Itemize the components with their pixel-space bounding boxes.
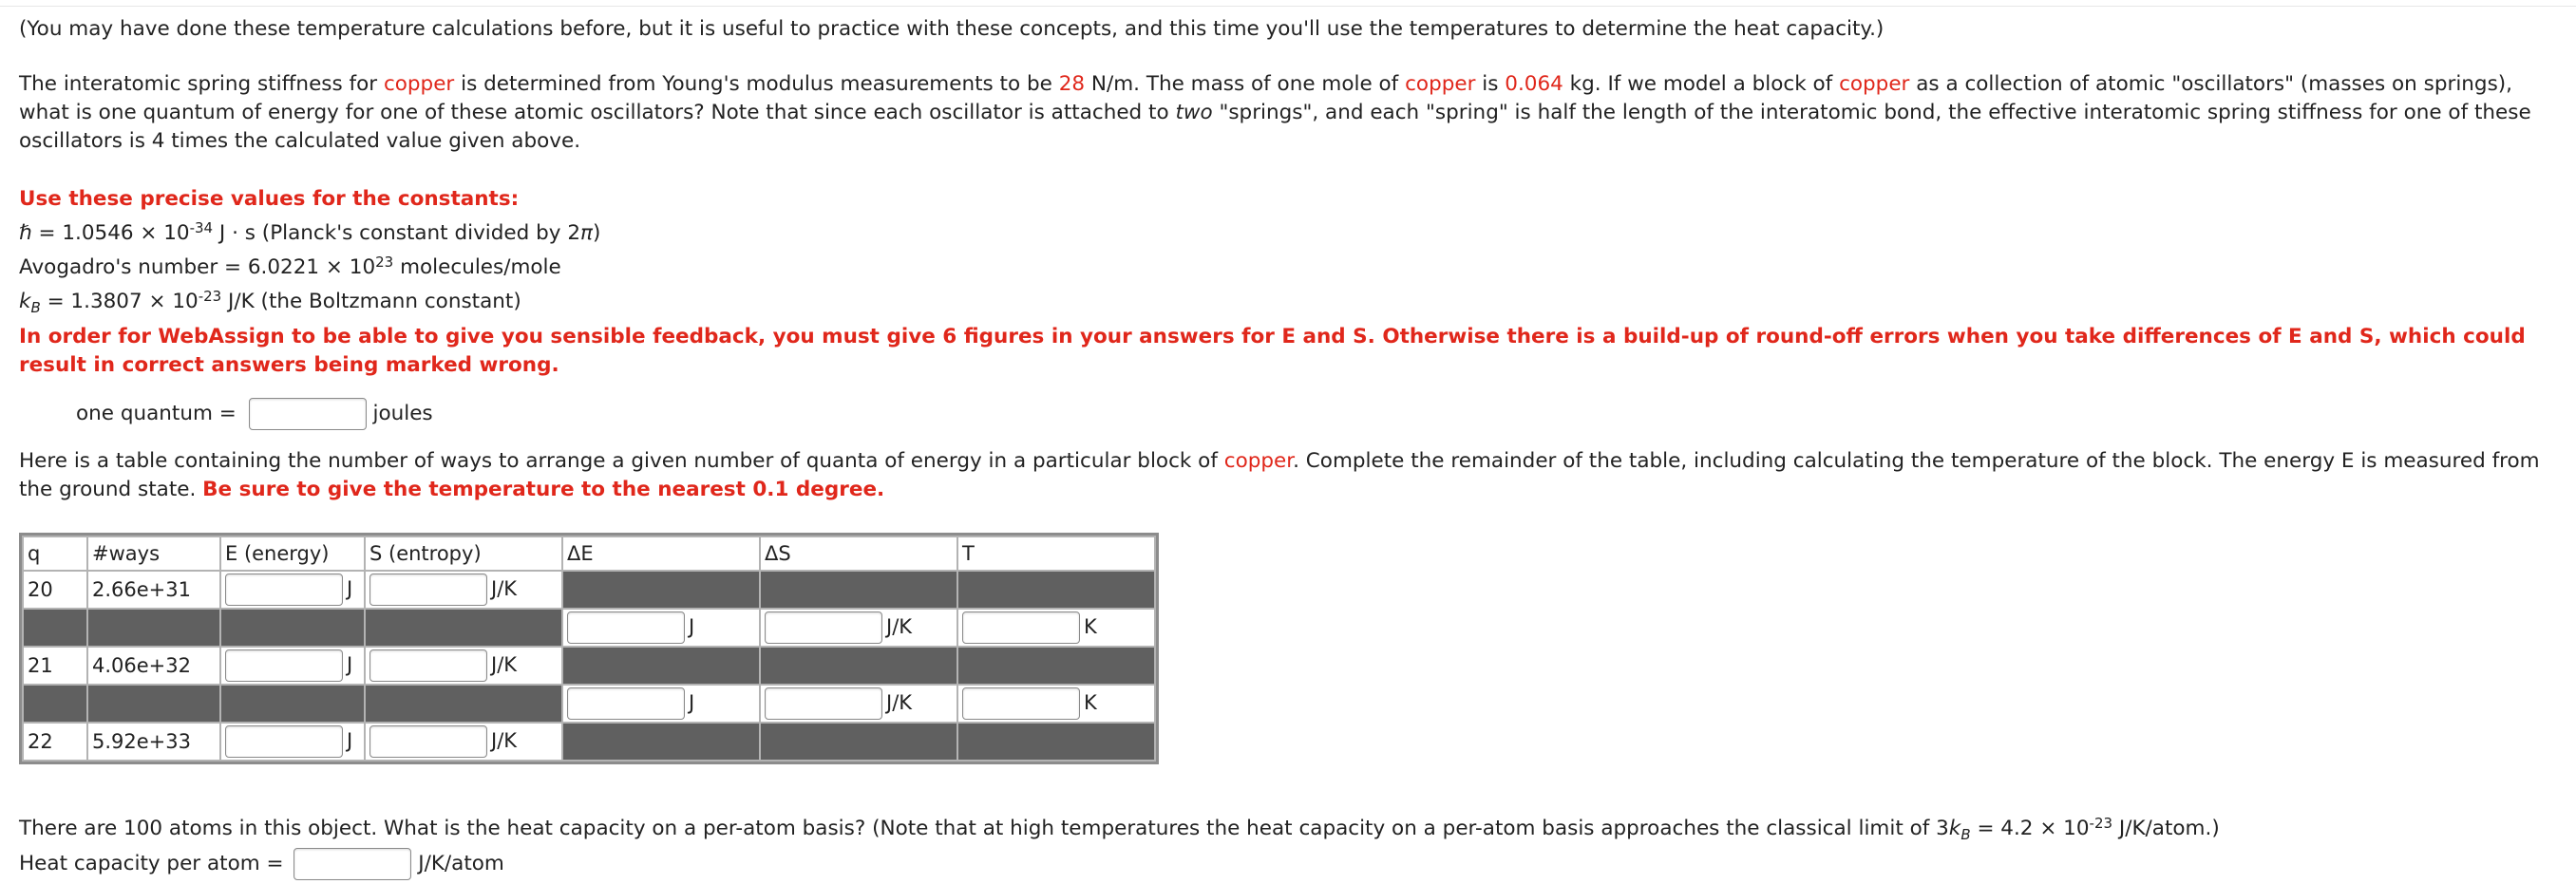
- top-divider: [0, 6, 2576, 7]
- delta-s-cell: J/K: [761, 610, 957, 646]
- delta-s-input[interactable]: [765, 687, 882, 720]
- q-cell: 20: [24, 572, 86, 608]
- entropy-input[interactable]: [369, 725, 487, 758]
- heat-capacity-unit: J/K/atom: [418, 852, 504, 875]
- table-intro: Here is a table containing the number of ways to arrange a given number of quanta of energy in a particular block of copper. Complete the remainder of the table, including calculating the temperature of the block. The energy E is measured from the ground state. Be sure to give the temperature to the nearest 0.1 degree.: [19, 449, 2540, 501]
- delta-e-input[interactable]: [567, 687, 685, 720]
- material-name: copper: [383, 72, 455, 96]
- disabled-cell: [958, 724, 1154, 760]
- header-entropy: S (entropy): [366, 537, 561, 570]
- ways-cell: 4.06e+32: [88, 648, 219, 684]
- quantum-answer-row: [76, 398, 433, 430]
- energy-cell: J: [221, 724, 364, 760]
- disabled-cell: [761, 724, 957, 760]
- header-delta-e: ΔE: [563, 537, 759, 570]
- heat-capacity-input[interactable]: [294, 848, 411, 880]
- energy-input[interactable]: [225, 725, 343, 758]
- heat-capacity-question: There are 100 atoms in this object. What is the heat capacity on a per-atom basis? (Note that at high temperatures the heat capacity on a per-atom basis approaches the classical limit of $3k_B = 4.2 \times 10^{-23}$ J/K/atom.): [19, 815, 2220, 843]
- delta-e-cell: J: [563, 686, 759, 722]
- temperature-input[interactable]: [962, 687, 1080, 720]
- mass-value: 0.064: [1505, 72, 1563, 96]
- temperature-input[interactable]: [962, 611, 1080, 644]
- disabled-cell: [88, 686, 219, 722]
- disabled-cell: [221, 686, 364, 722]
- entropy-cell: J/K: [366, 724, 561, 760]
- hbar-constant: ℏ = $1.0546 \times 10^{-34}$ J · s (Planck's constant divided by 2π): [19, 219, 601, 245]
- entropy-input[interactable]: [369, 574, 487, 606]
- precision-warning: In order for WebAssign to be able to give you sensible feedback, you must give 6 figures in your answers for E and S. Otherwise there is a build-up of round-off errors when you take differences of E and S, which could result in correct answers being marked wrong.: [19, 325, 2526, 377]
- delta-e-input[interactable]: [567, 611, 685, 644]
- disabled-cell: [24, 610, 86, 646]
- table-row: [24, 648, 1154, 684]
- header-temperature: T: [958, 537, 1154, 570]
- disabled-cell: [221, 610, 364, 646]
- q-cell: 22: [24, 724, 86, 760]
- disabled-cell: [761, 648, 957, 684]
- header-energy: E (energy): [221, 537, 364, 570]
- delta-s-cell: J/K: [761, 686, 957, 722]
- heat-capacity-label: Heat capacity per atom =: [19, 852, 284, 875]
- entropy-cell: J/K: [366, 648, 561, 684]
- disabled-cell: [24, 686, 86, 722]
- quantum-unit: joules: [372, 402, 433, 425]
- disabled-cell: [88, 610, 219, 646]
- heat-capacity-answer-row: [19, 848, 504, 880]
- stiffness-value: 28: [1058, 72, 1086, 96]
- table-row: [24, 686, 1154, 722]
- entropy-table: [19, 533, 1159, 764]
- header-q: q: [24, 537, 86, 570]
- ways-cell: 2.66e+31: [88, 572, 219, 608]
- quantum-input[interactable]: [249, 398, 367, 430]
- delta-s-input[interactable]: [765, 611, 882, 644]
- boltzmann-constant: $k_B = 1.3807 \times 10^{-23}$ J/K (the Boltzmann constant): [19, 288, 521, 316]
- table-row: [24, 724, 1154, 760]
- delta-e-cell: J: [563, 610, 759, 646]
- constants-heading: Use these precise values for the constants:: [19, 187, 520, 211]
- intro-text: (You may have done these temperature calculations before, but it is useful to practice with these concepts, and this time you'll use the temperatures to determine the heat capacity.): [19, 17, 1885, 41]
- entropy-input[interactable]: [369, 649, 487, 682]
- energy-cell: J: [221, 572, 364, 608]
- table-row: [24, 572, 1154, 608]
- disabled-cell: [761, 572, 957, 608]
- temperature-cell: K: [958, 686, 1154, 722]
- ways-cell: 5.92e+33: [88, 724, 219, 760]
- disabled-cell: [563, 572, 759, 608]
- disabled-cell: [958, 572, 1154, 608]
- disabled-cell: [366, 610, 561, 646]
- disabled-cell: [366, 686, 561, 722]
- quantum-label: one quantum =: [76, 402, 237, 425]
- disabled-cell: [563, 724, 759, 760]
- header-delta-s: ΔS: [761, 537, 957, 570]
- temperature-cell: K: [958, 610, 1154, 646]
- avogadro-constant: Avogadro's number = $6.0221 \times 10^{23}$ molecules/mole: [19, 254, 561, 279]
- q-cell: 21: [24, 648, 86, 684]
- table-header-row: [24, 537, 1154, 570]
- entropy-cell: J/K: [366, 572, 561, 608]
- energy-input[interactable]: [225, 574, 343, 606]
- header-ways: #ways: [88, 537, 219, 570]
- energy-input[interactable]: [225, 649, 343, 682]
- disabled-cell: [563, 648, 759, 684]
- problem-statement: The interatomic spring stiffness for copper is determined from Young's modulus measurements to be 28 N/m. The mass of one mole of copper is 0.064 kg. If we model a block of copper as a collection of atomic "oscillators" (masses on springs), what is one quantum of energy for one of these atomic oscillators? Note that since each oscillator is attached to two "springs", and each "spring" is half the length of the interatomic bond, the effective interatomic spring stiffness for one of these oscillators is 4 times the calculated value given above.: [19, 72, 2531, 153]
- disabled-cell: [958, 648, 1154, 684]
- table-row: [24, 610, 1154, 646]
- energy-cell: J: [221, 648, 364, 684]
